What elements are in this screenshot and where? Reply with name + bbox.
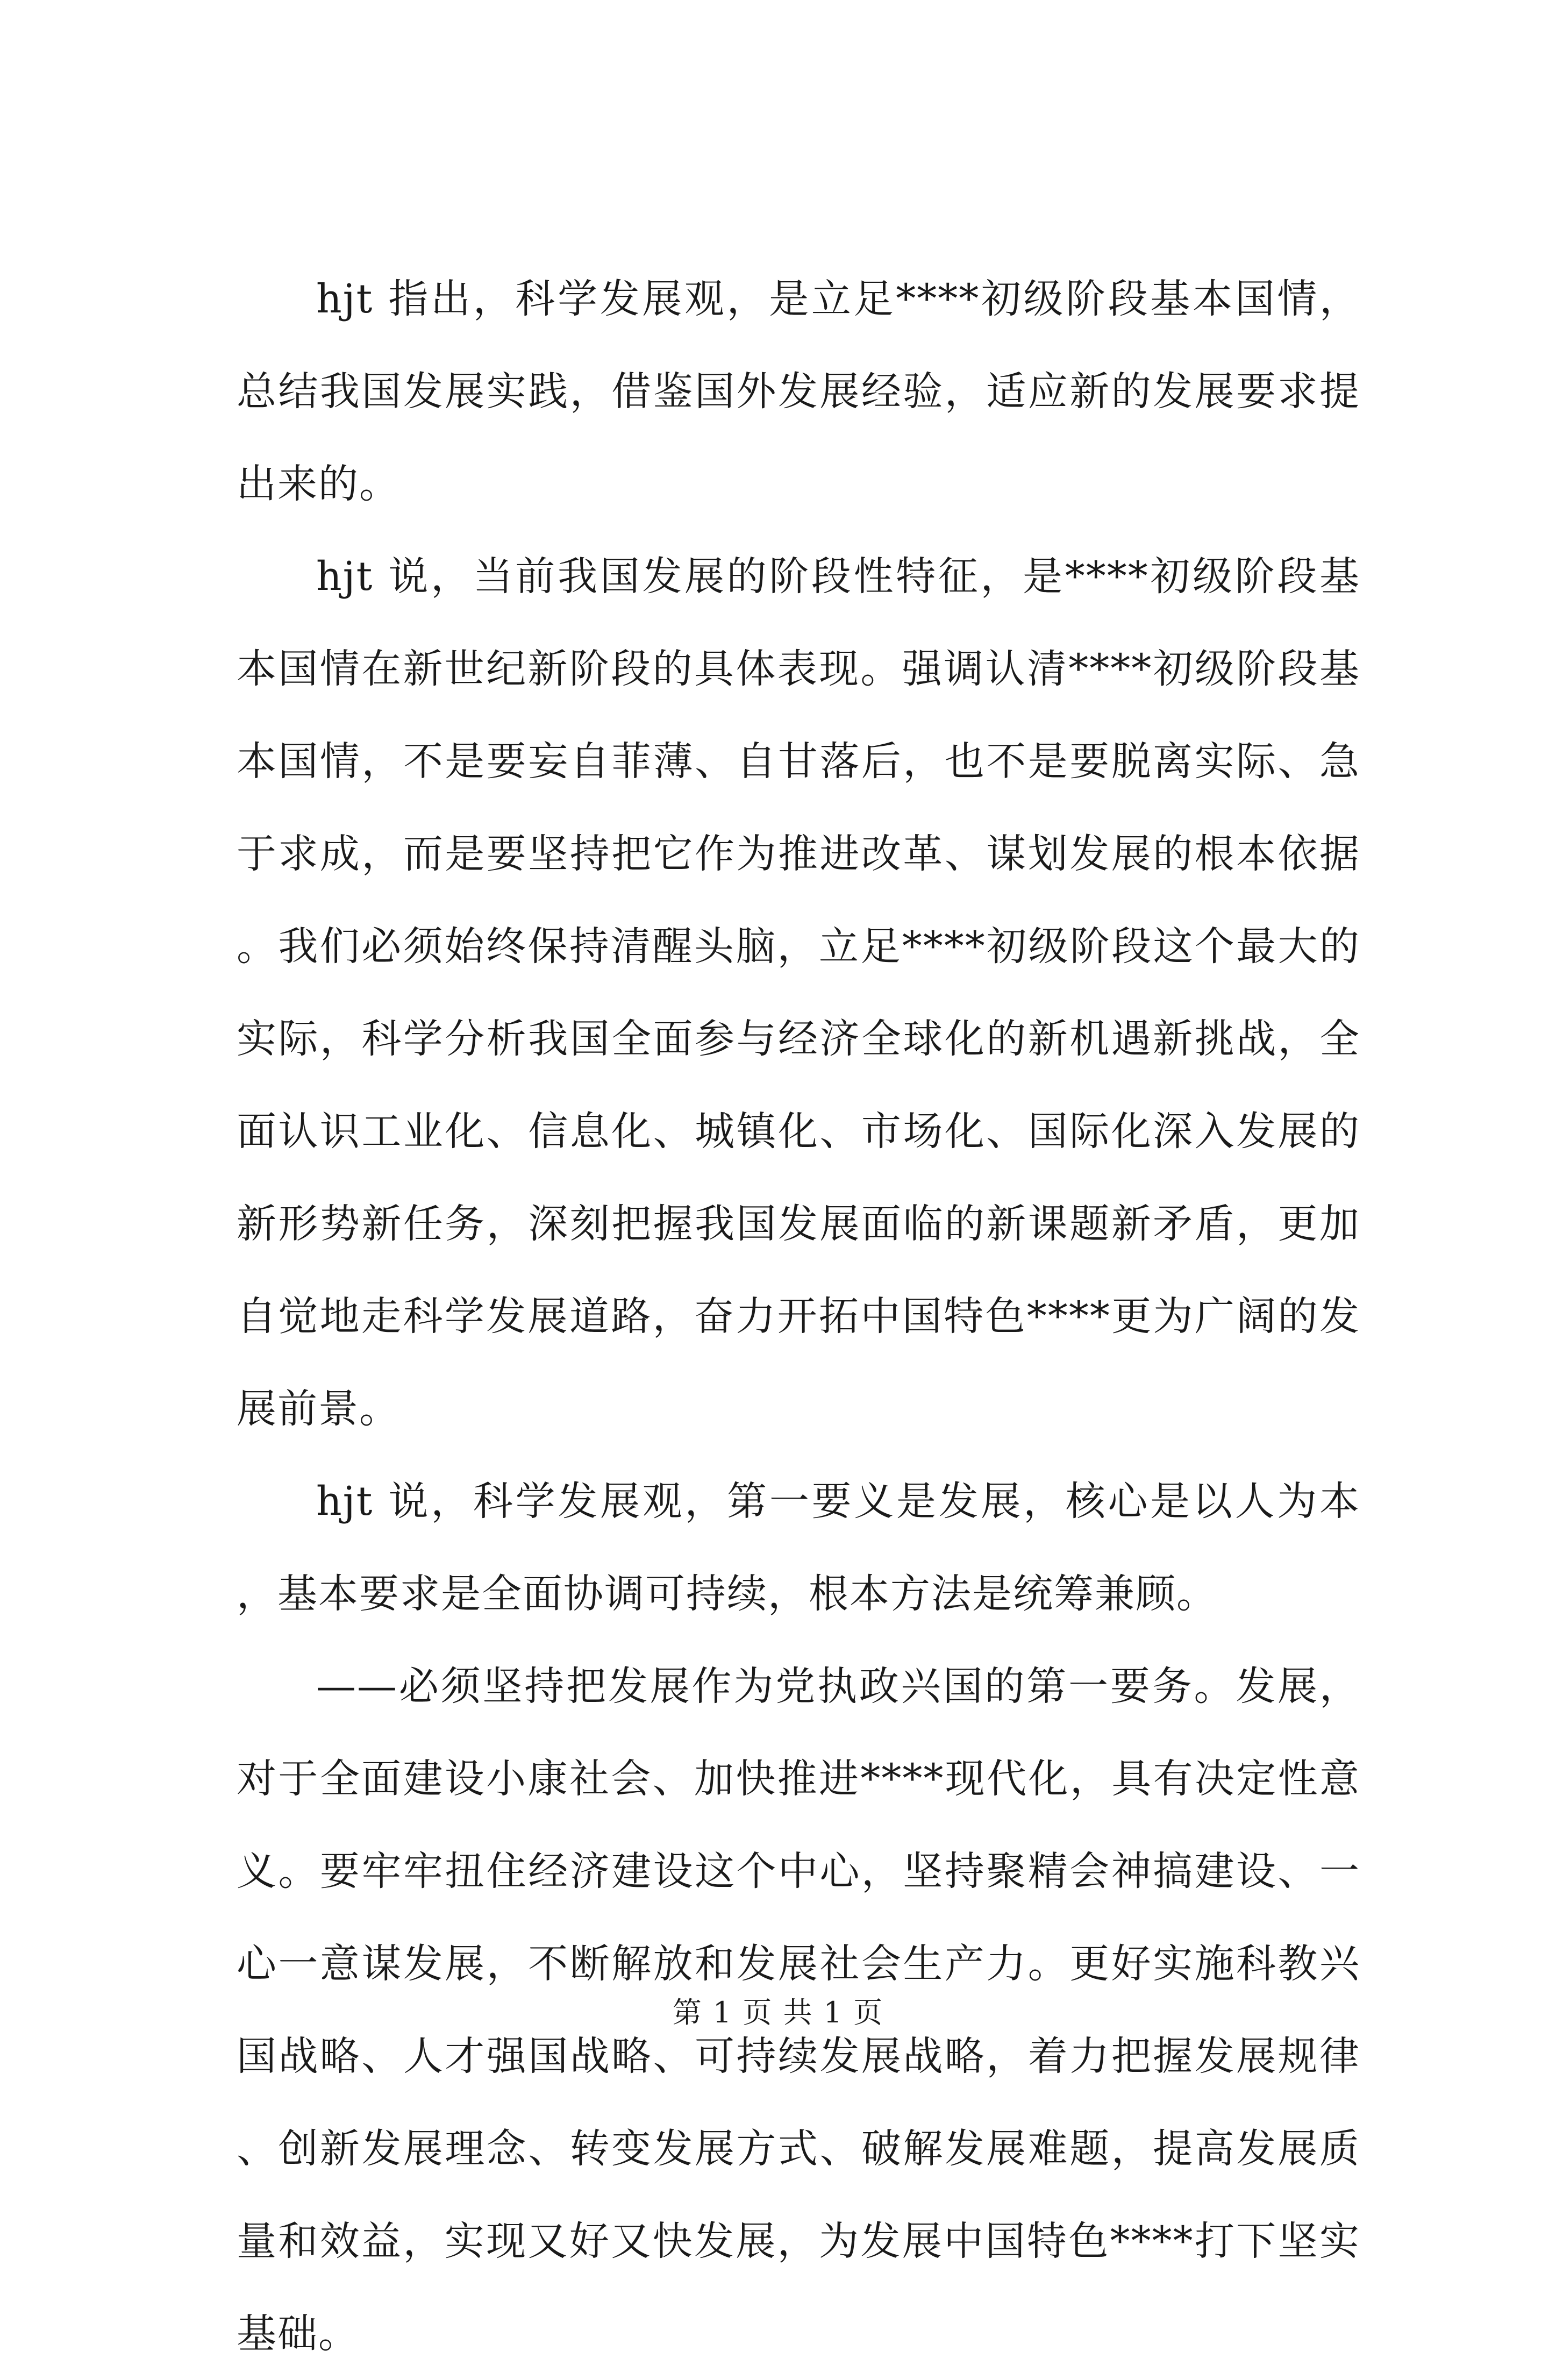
page-footer (0, 1990, 1556, 2031)
page-number-label: 第 1 页 共 1 页 (672, 1996, 884, 2029)
document-body (237, 253, 1360, 2380)
paragraph-4: ——必须坚持把发展作为党执政兴国的第一要务。发展，对于全面建设小康社会、加快推进****现代化，具有决定性意义。要牢牢扭住经济建设这个中心，坚持聚精会神搞建设、一心一意谋发展，不断解放和发展社会生产力。更好实施科教兴国战略、人才强国战略、可持续发展战略，着力把握发展规律、创新发展理念、转变发展方式、破解发展难题，提高发展质量和效益，实现又好又快发展，为发展中国特色****打下坚实基础。 (237, 1663, 1360, 2357)
paragraph-2: hjt 说，当前我国发展的阶段性特征，是****初级阶段基本国情在新世纪新阶段的具体表现。强调认清****初级阶段基本国情，不是要妄自菲薄、自甘落后，也不是要脱离实际、急于求成，而是要坚持把它作为推进改革、谋划发展的根本依据。我们必须始终保持清醒头脑，立足****初级阶段这个最大的实际，科学分析我国全面参与经济全球化的新机遇新挑战，全面认识工业化、信息化、城镇化、市场化、国际化深入发展的新形势新任务，深刻把握我国发展面临的新课题新矛盾，更加自觉地走科学发展道路，奋力开拓中国特色****更为广阔的发展前景。 (237, 553, 1360, 1432)
paragraph-1: hjt 指出，科学发展观，是立足****初级阶段基本国情，总结我国发展实践，借鉴国外发展经验，适应新的发展要求提出来的。 (237, 276, 1360, 507)
paragraph-3: hjt 说，科学发展观，第一要义是发展，核心是以人为本，基本要求是全面协调可持续，根本方法是统筹兼顾。 (237, 1478, 1360, 1617)
